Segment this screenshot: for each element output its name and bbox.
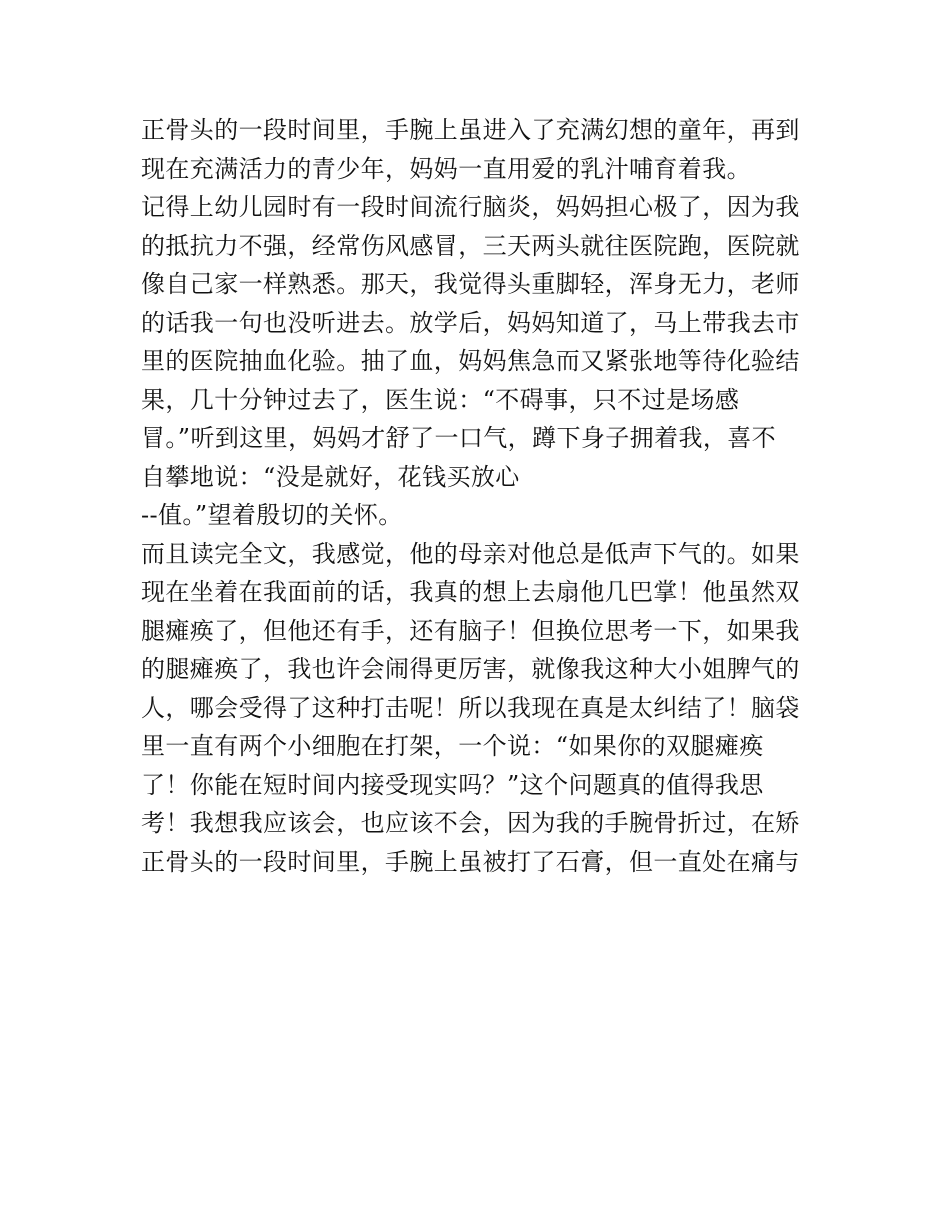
text-line: 考！我想我应该会，也应该不会，因为我的手腕骨折过，在矫 [141,809,800,837]
text-line: 而且读完全文，我感觉，他的母亲对他总是低声下气的。如果 [141,539,800,568]
text-line: 的抵抗力不强，经常伤风感冒，三天两头就往医院跑，医院就 [141,231,800,260]
text-line: 果，几十分钟过去了，医生说：“不碍事，只不过是场感 [141,385,740,414]
text-line: 记得上幼儿园时有一段时间流行脑炎，妈妈担心极了，因为我 [141,193,800,221]
text-line: 的话我一句也没听进去。放学后，妈妈知道了，马上带我去市 [141,308,800,337]
text-line: 里的医院抽血化验。抽了血，妈妈焦急而又紧张地等待化验结 [141,347,800,375]
text-line: 的腿瘫痪了，我也许会闹得更厉害，就像我这种大小姐脾气的 [141,655,800,683]
text-line: 现在充满活力的青少年，妈妈一直用爱的乳汁哺育着我。 [141,154,751,183]
text-line: 人，哪会受得了这种打击呢！所以我现在真是太纠结了！脑袋 [141,693,800,722]
text-line: 正骨头的一段时间里，手腕上虽被打了石膏，但一直处在痛与 [141,847,800,876]
text-line: 了！你能在短时间内接受现实吗？”这个问题真的值得我思 [141,770,764,799]
text-line: --值。”望着殷切的关怀。 [141,501,403,529]
text-line: 现在坐着在我面前的话，我真的想上去扇他几巴掌！他虽然双 [141,578,800,606]
text-line: 正骨头的一段时间里，手腕上虽进入了充满幻想的童年，再到 [141,116,800,144]
text-line: 自攀地说：“没是就好，花钱买放心 [141,462,520,491]
text-line: 里一直有两个小细胞在打架，一个说：“如果你的双腿瘫痪 [141,732,764,760]
text-line: 像自己家一样熟悉。那天，我觉得头重脚轻，浑身无力，老师 [141,270,800,298]
text-line: 腿瘫痪了，但他还有手，还有脑子！但换位思考一下，如果我 [141,616,800,645]
text-line: 冒。”听到这里，妈妈才舒了一口气，蹲下身子拥着我，喜不 [141,424,777,452]
document-body [141,111,821,881]
